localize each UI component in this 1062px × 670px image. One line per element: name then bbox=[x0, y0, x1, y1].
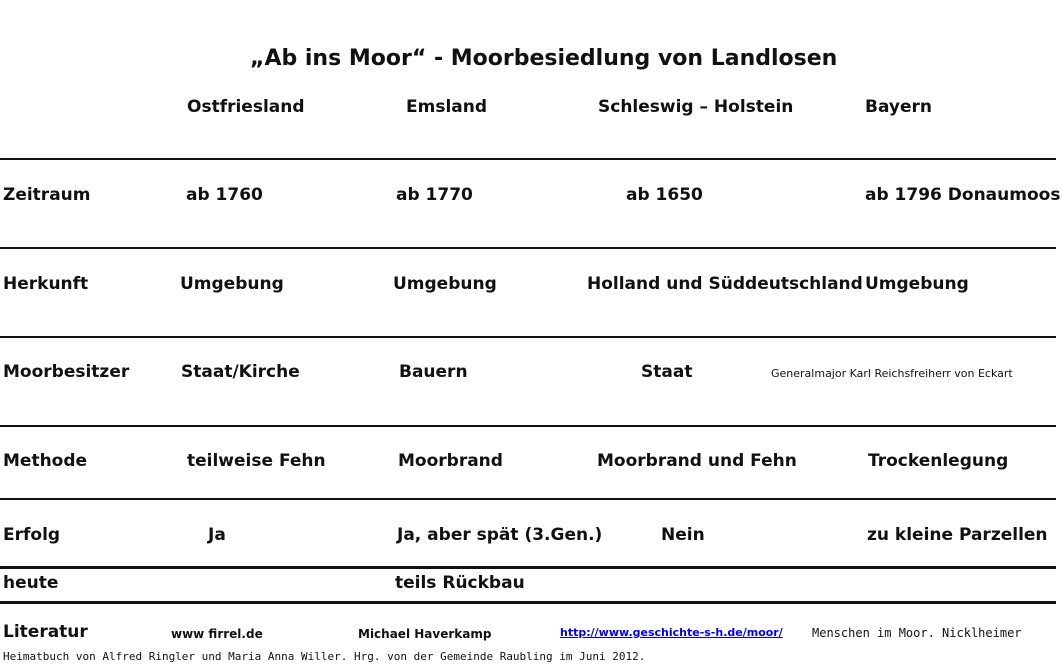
column-header-bayern: Bayern bbox=[865, 97, 933, 117]
row-label-zeitraum: Zeitraum bbox=[3, 185, 91, 205]
literatur-text-1: Menschen im Moor. Nicklheimer bbox=[812, 626, 1022, 640]
divider bbox=[0, 336, 1056, 338]
cell-moorbesitzer-schleswig-holstein: Staat bbox=[641, 362, 693, 382]
cell-zeitraum-schleswig-holstein: ab 1650 bbox=[626, 185, 703, 205]
cell-herkunft-emsland: Umgebung bbox=[393, 274, 497, 294]
cell-methode-bayern: Trockenlegung bbox=[868, 451, 1009, 471]
row-label-methode: Methode bbox=[3, 451, 88, 471]
cell-moorbesitzer-ostfriesland: Staat/Kirche bbox=[181, 362, 300, 382]
cell-erfolg-schleswig-holstein: Nein bbox=[661, 525, 705, 545]
cell-erfolg-bayern: zu kleine Parzellen bbox=[867, 525, 1048, 545]
cell-methode-schleswig-holstein: Moorbrand und Fehn bbox=[597, 451, 797, 471]
literatur-link[interactable]: http://www.geschichte-s-h.de/moor/ bbox=[560, 626, 783, 639]
cell-methode-ostfriesland: teilweise Fehn bbox=[187, 451, 326, 471]
cell-herkunft-ostfriesland: Umgebung bbox=[180, 274, 284, 294]
cell-herkunft-bayern: Umgebung bbox=[865, 274, 969, 294]
divider bbox=[0, 601, 1056, 604]
divider bbox=[0, 566, 1056, 569]
cell-erfolg-ostfriesland: Ja bbox=[208, 525, 226, 545]
divider bbox=[0, 247, 1056, 249]
cell-methode-emsland: Moorbrand bbox=[398, 451, 503, 471]
literatur-author: Michael Haverkamp bbox=[358, 627, 492, 641]
page-title: „Ab ins Moor“ - Moorbesiedlung von Landlosen bbox=[250, 46, 838, 71]
row-label-moorbesitzer: Moorbesitzer bbox=[3, 362, 130, 382]
column-header-emsland: Emsland bbox=[406, 97, 488, 117]
divider bbox=[0, 158, 1056, 160]
cell-erfolg-emsland: Ja, aber spät (3.Gen.) bbox=[397, 525, 603, 545]
column-header-schleswig-holstein: Schleswig – Holstein bbox=[598, 97, 794, 117]
literatur-site: www firrel.de bbox=[171, 627, 263, 641]
cell-zeitraum-bayern: ab 1796 Donaumoos bbox=[865, 185, 1061, 205]
divider bbox=[0, 498, 1056, 500]
literatur-label: Literatur bbox=[3, 622, 88, 642]
divider bbox=[0, 425, 1056, 427]
column-header-ostfriesland: Ostfriesland bbox=[187, 97, 305, 117]
cell-heute-value: teils Rückbau bbox=[395, 573, 525, 593]
cell-moorbesitzer-bayern: Generalmajor Karl Reichsfreiherr von Eckart bbox=[771, 367, 1013, 380]
cell-herkunft-schleswig-holstein: Holland und Süddeutschland bbox=[587, 274, 863, 294]
row-label-erfolg: Erfolg bbox=[3, 525, 61, 545]
cell-zeitraum-ostfriesland: ab 1760 bbox=[186, 185, 263, 205]
row-label-herkunft: Herkunft bbox=[3, 274, 89, 294]
row-label-heute: heute bbox=[3, 573, 59, 593]
cell-zeitraum-emsland: ab 1770 bbox=[396, 185, 473, 205]
cell-moorbesitzer-emsland: Bauern bbox=[399, 362, 468, 382]
literatur-text-2: Heimatbuch von Alfred Ringler und Maria Anna Willer. Hrg. von der Gemeinde Raubling im Juni 2012. bbox=[3, 650, 646, 663]
